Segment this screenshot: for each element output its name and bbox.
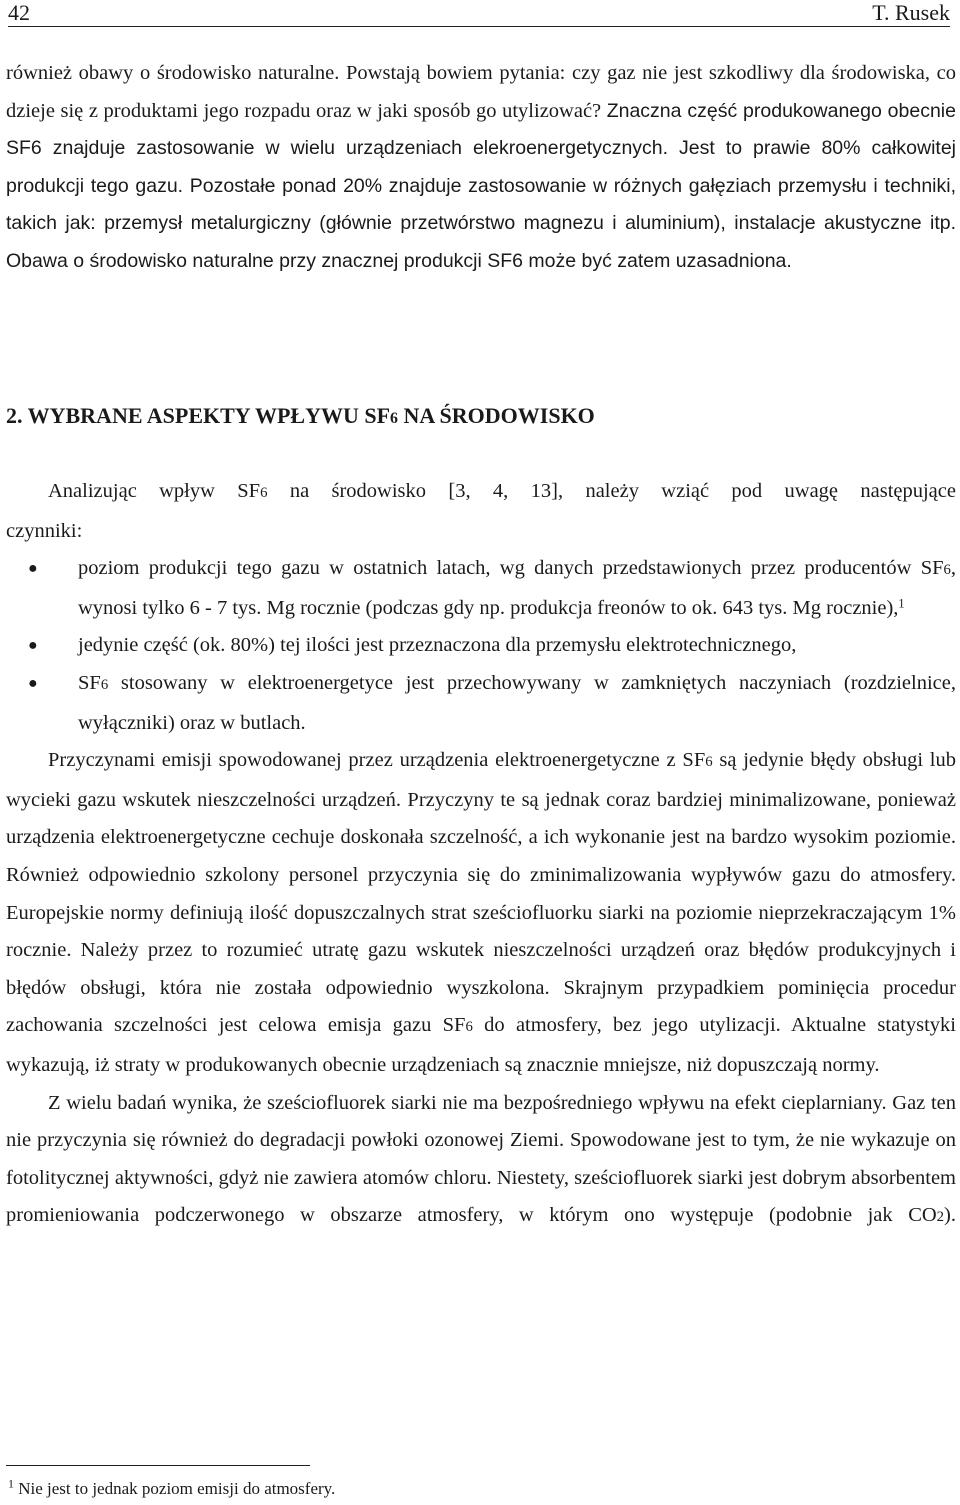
heading-subscript: 6 <box>390 410 398 427</box>
footnote-marker: 1 <box>8 1476 14 1491</box>
intro-text-sans: Znaczna część produkowanego obecnie SF6 znajduje zastosowanie w wielu urządzeniach elekroenergetycznych. Jest to prawie 80% całkowitej produkcji tego gazu. Pozostałe ponad 20% znajduje zastosowanie w różnych gałęziach przemysłu i techniki, takich jak: przemysł metalurgiczny (głównie przetwórstwo magnezu i aluminium), instalacje akustyczne itp. Obawa o środowisko naturalne przy znacznej produkcji SF6 może być zatem uzasadniona. <box>6 99 956 272</box>
paragraph-subscript: 6 <box>705 754 713 771</box>
heading-text: 2. WYBRANE ASPEKTY WPŁYWU SF <box>6 403 391 428</box>
list-item <box>6 550 956 627</box>
lead-continuation: czynniki: <box>6 519 83 542</box>
paragraph-subscript: 2 <box>936 1209 945 1226</box>
section-heading <box>6 397 595 437</box>
footnote-separator <box>6 1465 310 1466</box>
footnote-reference[interactable]: 1 <box>898 596 905 611</box>
paragraph-emissions <box>6 742 956 1084</box>
list-item-text: jedynie część (ok. 80%) tej ilości jest przeznaczona dla przemysłu elektrotechnicznego, <box>78 634 797 657</box>
paragraph-subscript: 6 <box>465 1019 473 1036</box>
paragraph-text: Przyczynami emisji spowodowanej przez urządzenia elektroenergetyczne z SF <box>48 749 706 772</box>
lead-paragraph <box>6 473 956 513</box>
paragraph-text: są jedynie błędy obsługi lub wycieki gazu wskutek nieszczelności urządzeń. Przyczyny te są jednak coraz bardziej minimalizowane, ponieważ urządzenia elektroenergetyczne cechuje doskonała szczelność, a ich wykonanie jest na bardzo wysokim poziomie. Również odpowiednio szkolony personel przyczynia się do zminimalizowania wypływów gazu do atmosfery. Europejskie normy definiują ilość dopuszczalnych strat sześciofluorku siarki na poziomie nieprzekraczającym 1% rocznie. Należy przez to rozumieć utratę gazu wskutek nieszczelności urządzeń oraz błędów produkcyjnych i błędów obsługi, która nie została odpowiednio wyszkolona. Skrajnym przypadkiem pominięcia procedur zachowania szczelności jest celowa emisja gazu SF <box>6 749 957 1037</box>
footnote-text: Nie jest to jednak poziom emisji do atmosfery. <box>13 1479 336 1498</box>
list-item-text-end: stosowany w elektroenergetyce jest przechowywany w zamkniętych naczyniach (rozdzielnice, wyłączniki) oraz w butlach. <box>78 671 956 734</box>
lead-text-end: na środowisko [3, 4, 13], należy wziąć pod uwagę następujące <box>267 480 956 502</box>
bullet-icon: ● <box>28 637 38 655</box>
intro-paragraph <box>6 55 956 281</box>
list-item-text: poziom produkcji tego gazu w ostatnich latach, wg danych przedstawionych przez producentów SF <box>78 557 944 580</box>
list-item-text: SF <box>78 671 101 694</box>
page-header <box>8 0 950 27</box>
paragraph-text: Z wielu badań wynika, że sześciofluorek siarki nie ma bezpośredniego wpływu na efekt cieplarniany. Gaz ten nie przyczynia się również do degradacji powłoki ozonowej Ziemi. Spowodowane jest to tym, że nie wykazuje on fotolitycznej aktywności, gdyż nie zawiera atomów chloru. Niestety, sześciofluorek siarki jest dobrym absorbentem promieniowania podczerwonego w obszarze atmosfery, w którym ono występuje (podobnie jak CO <box>6 1091 956 1227</box>
list-item-subscript: 6 <box>100 676 109 693</box>
lead-subscript: 6 <box>260 485 268 501</box>
intro-text-serif: również obawy o środowisko naturalne. Powstają bowiem pytania: czy gaz nie jest szkodliwy dla środowiska, co dzieje się z produktami jego rozpadu oraz w jaki sposób go utylizować? <box>6 62 956 122</box>
paragraph-greenhouse <box>6 1085 956 1237</box>
running-author: T. Rusek <box>872 0 950 25</box>
list-item <box>6 627 956 665</box>
list-item-subscript: 6 <box>943 562 951 579</box>
page-body <box>6 55 957 1227</box>
bullet-icon: ● <box>28 674 38 692</box>
paragraph-text: ). <box>944 1204 956 1227</box>
section-body <box>6 473 956 1237</box>
footnote <box>8 1477 335 1501</box>
factor-list <box>6 550 956 742</box>
bullet-icon: ● <box>28 560 38 578</box>
list-item-text-end: , wynosi tylko 6 - 7 tys. Mg rocznie (podczas gdy np. produkcja freonów to ok. 643 tys. Mg rocznie), <box>78 557 956 619</box>
lead-text: Analizując wpływ SF <box>48 480 261 502</box>
heading-text-end: NA ŚRODOWISKO <box>397 403 595 428</box>
page-number: 42 <box>8 0 30 25</box>
list-item <box>6 665 956 742</box>
paragraph-text: do atmosfery, bez jego utylizacji. Aktualne statystyki wykazują, iż straty w produkowanych obecnie urządzeniach są znacznie mniejsze, niż dopuszczają normy. <box>6 1014 956 1076</box>
